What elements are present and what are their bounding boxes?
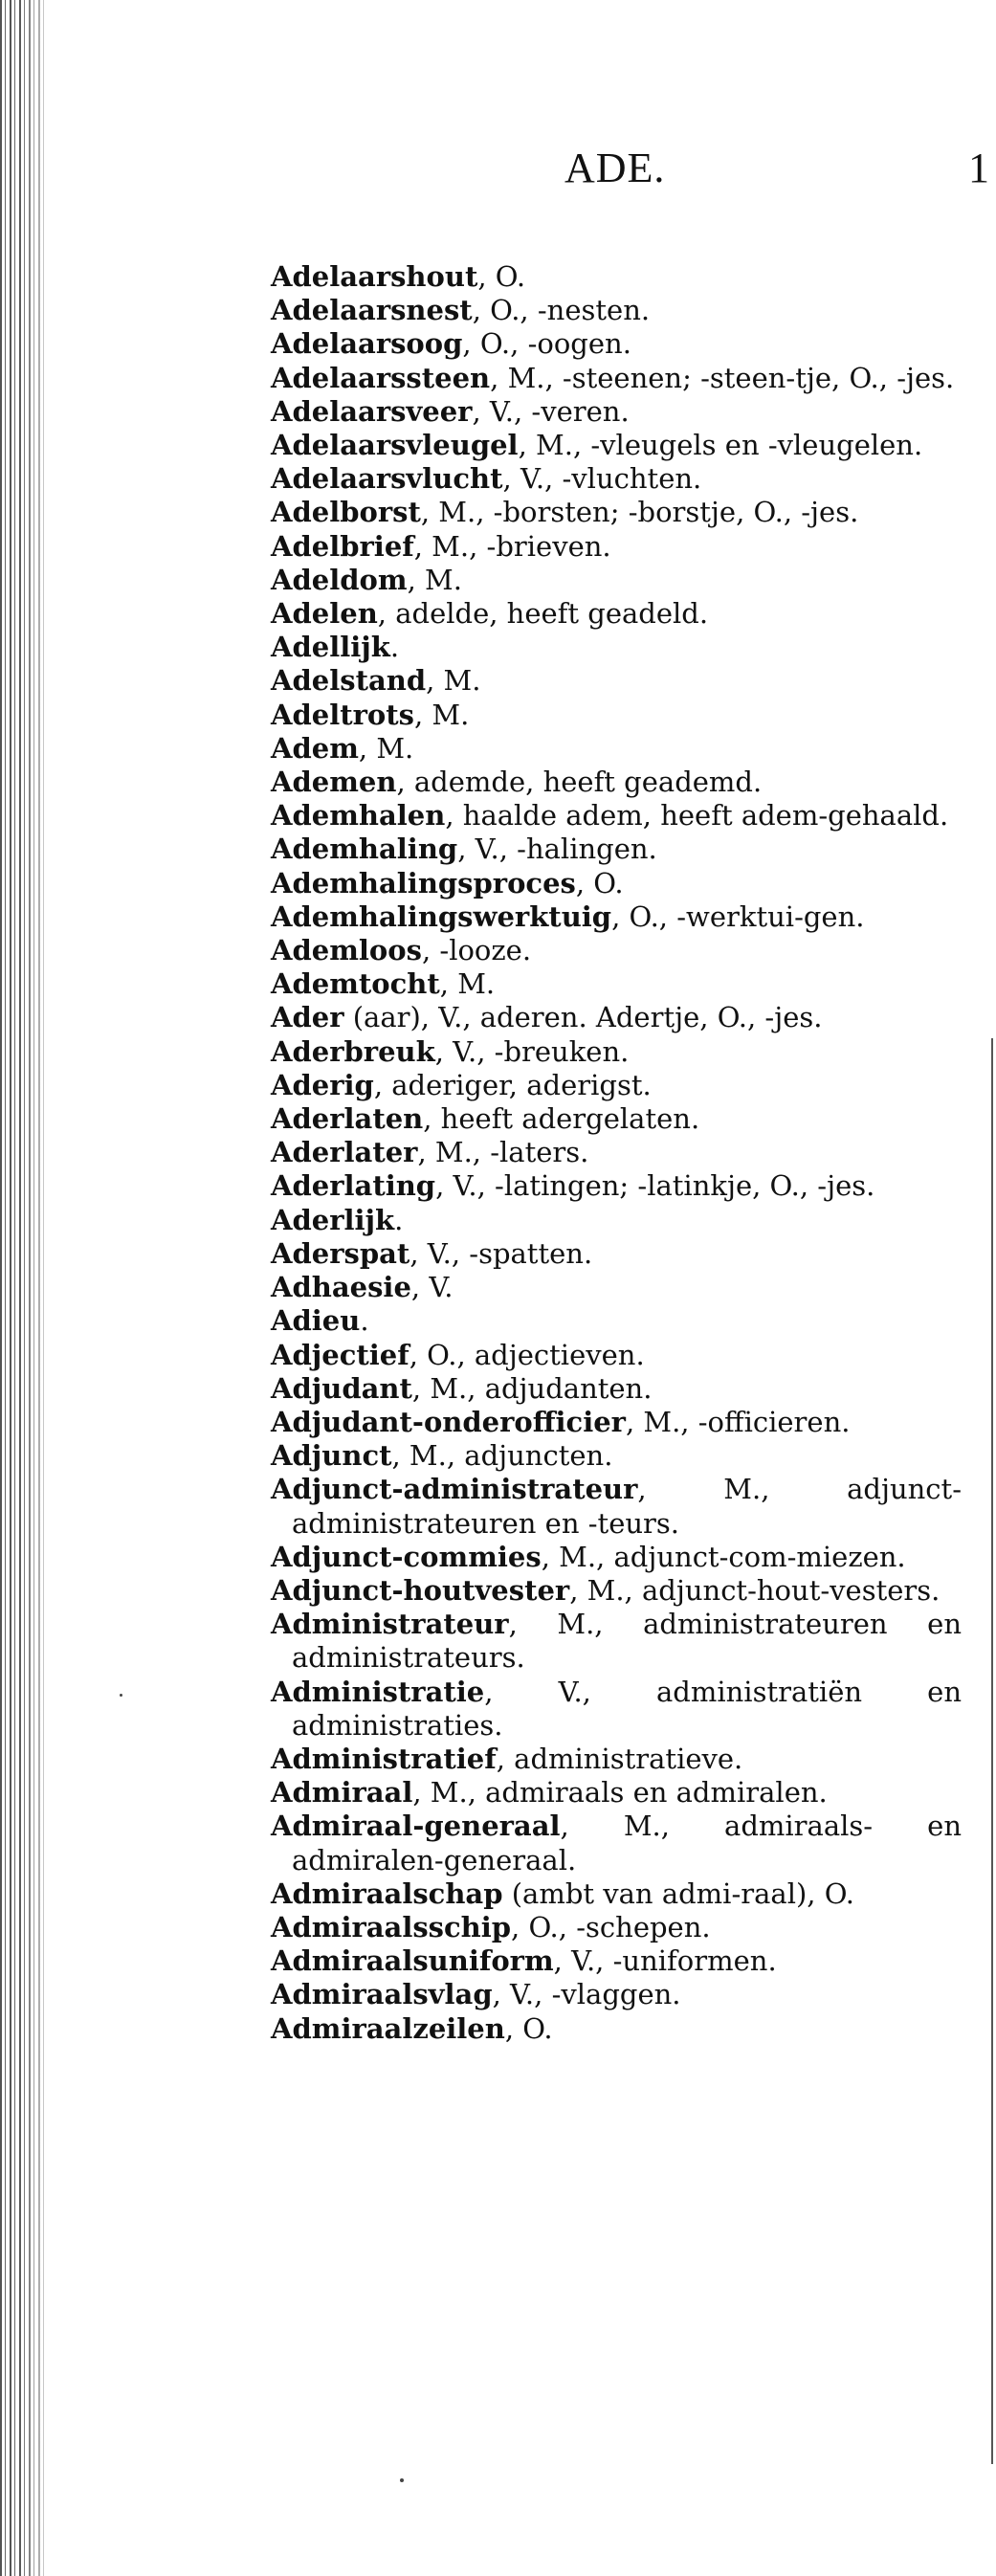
entry-headword: Adjunct-commies bbox=[271, 1540, 542, 1573]
dictionary-entry bbox=[271, 362, 962, 395]
entry-definition: , V., -spatten. bbox=[409, 1236, 593, 1270]
entry-headword: Adhaesie bbox=[271, 1271, 411, 1304]
entry-headword: Adelen bbox=[271, 597, 378, 631]
entry-headword: Adelbrief bbox=[271, 529, 414, 563]
dictionary-entry bbox=[271, 799, 962, 833]
entry-headword: Adem bbox=[271, 731, 359, 765]
entry-definition: , M., adjudanten. bbox=[411, 1371, 653, 1405]
dictionary-entry bbox=[271, 934, 962, 967]
dictionary-entry bbox=[271, 564, 962, 597]
entry-definition: , O. bbox=[477, 260, 526, 293]
dictionary-entry bbox=[271, 260, 962, 294]
running-head: ADE. bbox=[564, 144, 666, 191]
entry-definition: , M., adjunct-hout-vesters. bbox=[569, 1573, 941, 1607]
entry-headword: Ader bbox=[271, 1001, 344, 1034]
entry-definition: , M. bbox=[413, 698, 470, 731]
dictionary-entry bbox=[271, 1102, 962, 1136]
entry-definition: . bbox=[360, 1304, 369, 1338]
entry-headword: Admiraalzeilen bbox=[271, 2011, 505, 2045]
entry-headword: Aderbreuk bbox=[271, 1034, 435, 1068]
entry-headword: Aderlating bbox=[271, 1169, 436, 1203]
dictionary-entry bbox=[271, 631, 962, 664]
entry-definition: , V., -latingen; -latinkje, O., -jes. bbox=[435, 1169, 875, 1203]
entry-definition: , M., adjuncten. bbox=[391, 1439, 613, 1473]
entry-headword: Adjudant bbox=[271, 1371, 412, 1405]
entry-definition: , O. bbox=[504, 2011, 553, 2045]
dictionary-entry bbox=[271, 327, 962, 361]
dictionary-entry bbox=[271, 1035, 962, 1069]
entry-definition: , aderiger, aderigst. bbox=[373, 1068, 652, 1101]
dictionary-entry bbox=[271, 732, 962, 766]
dictionary-entry bbox=[271, 1574, 962, 1608]
dictionary-entry bbox=[271, 1473, 962, 1540]
page-number: 1 bbox=[968, 144, 989, 191]
entry-definition: , O. bbox=[575, 866, 624, 899]
entry-headword: Admiraal bbox=[271, 1776, 413, 1810]
dictionary-entry bbox=[271, 1676, 962, 1743]
dictionary-entry bbox=[271, 833, 962, 866]
entry-definition: , O., -oogen. bbox=[462, 327, 631, 361]
entry-definition: , V. bbox=[410, 1271, 454, 1304]
entry-headword: Ademloos bbox=[271, 934, 422, 967]
entry-headword: Ademtocht bbox=[271, 967, 440, 1001]
entry-definition: , M., adjunct-administrateuren en -teurs. bbox=[292, 1473, 962, 1540]
entry-definition: , O., -nesten. bbox=[472, 294, 651, 327]
dictionary-entry bbox=[271, 597, 962, 631]
dictionary-entry bbox=[271, 1911, 962, 1944]
entry-headword: Adelaarssteen bbox=[271, 361, 491, 394]
entry-headword: Adeltrots bbox=[271, 698, 414, 731]
dictionary-entry bbox=[271, 1541, 962, 1574]
entry-definition: , -looze. bbox=[421, 934, 532, 967]
entry-definition: , V., -vluchten. bbox=[502, 462, 702, 496]
entry-definition: , O., -schepen. bbox=[511, 1910, 711, 1943]
entry-headword: Administratie bbox=[271, 1675, 485, 1708]
dictionary-entry bbox=[271, 1339, 962, 1372]
entry-definition: , M., admiraals en admiralen. bbox=[412, 1776, 828, 1810]
entry-definition: , haalde adem, heeft adem-gehaald. bbox=[445, 799, 949, 833]
entry-headword: Adelaarsvlucht bbox=[271, 462, 503, 496]
dictionary-entry bbox=[271, 496, 962, 529]
entry-definition: (ambt van admi-raal), O. bbox=[502, 1876, 855, 1910]
entry-definition: , M., admiraals- en admiralen-generaal. bbox=[292, 1810, 962, 1876]
entry-definition: , administratieve. bbox=[496, 1742, 743, 1775]
entry-headword: Ademhalen bbox=[271, 799, 446, 833]
dictionary-entry bbox=[271, 1271, 962, 1304]
entry-headword: Adelaarsnest bbox=[271, 294, 473, 327]
entry-headword: Ademen bbox=[271, 766, 397, 799]
dictionary-entry bbox=[271, 462, 962, 496]
dictionary-entry bbox=[271, 1439, 962, 1473]
dictionary-entry bbox=[271, 1237, 962, 1271]
entry-headword: Adeldom bbox=[271, 563, 408, 596]
entry-headword: Adjunct-houtvester bbox=[271, 1573, 570, 1607]
page-header bbox=[0, 144, 996, 201]
dictionary-entry bbox=[271, 1001, 962, 1034]
entry-definition: , M., -officieren. bbox=[625, 1405, 851, 1438]
binding-shadow bbox=[19, 0, 57, 2576]
dictionary-entry bbox=[271, 429, 962, 462]
dictionary-entry bbox=[271, 530, 962, 564]
entry-definition: , M., -laters. bbox=[417, 1136, 589, 1169]
dictionary-entry bbox=[271, 1372, 962, 1406]
dictionary-entry bbox=[271, 1944, 962, 1978]
entry-definition: , O., -werktui-gen. bbox=[611, 899, 865, 933]
entry-definition: , M., administrateuren en administrateurs. bbox=[292, 1608, 962, 1675]
entry-headword: Administratief bbox=[271, 1742, 497, 1775]
entry-headword: Adjectief bbox=[271, 1338, 409, 1371]
entry-headword: Adelaarsoog bbox=[271, 327, 463, 361]
dictionary-entry-list bbox=[271, 260, 962, 2046]
entry-headword: Admiraalschap bbox=[271, 1876, 503, 1910]
dictionary-entry bbox=[271, 900, 962, 934]
entry-headword: Ademhaling bbox=[271, 833, 458, 866]
entry-definition: , adelde, heeft geadeld. bbox=[377, 597, 709, 631]
entry-headword: Ademhalingsproces bbox=[271, 866, 576, 899]
entry-definition: , M., -vleugels en -vleugelen. bbox=[518, 429, 923, 462]
entry-definition: , heeft adergelaten. bbox=[423, 1102, 700, 1136]
dictionary-entry bbox=[271, 699, 962, 732]
entry-headword: Adieu bbox=[271, 1304, 361, 1338]
entry-headword: Aderlijk bbox=[271, 1203, 395, 1236]
entry-definition: , M., -brieven. bbox=[413, 529, 611, 563]
dictionary-entry bbox=[271, 766, 962, 799]
entry-definition: , M., -steenen; -steen-tje, O., -jes. bbox=[490, 361, 955, 394]
entry-headword: Adjunct bbox=[271, 1439, 392, 1473]
entry-headword: Aderlaten bbox=[271, 1102, 424, 1136]
dictionary-entry bbox=[271, 1204, 962, 1237]
entry-headword: Adelaarsveer bbox=[271, 394, 473, 428]
entry-definition: . bbox=[389, 631, 400, 664]
entry-headword: Adjunct-administrateur bbox=[271, 1473, 638, 1506]
entry-headword: Adelaarshout bbox=[271, 260, 478, 293]
entry-headword: Adjudant-onderofficier bbox=[271, 1405, 626, 1438]
entry-headword: Adellijk bbox=[271, 631, 390, 664]
dictionary-entry bbox=[271, 1978, 962, 2011]
dictionary-entry bbox=[271, 294, 962, 327]
dictionary-entry bbox=[271, 1810, 962, 1876]
entry-headword: Adelstand bbox=[271, 664, 427, 698]
entry-definition: (aar), V., aderen. Adertje, O., -jes. bbox=[343, 1001, 823, 1034]
entry-definition: , O., adjectieven. bbox=[409, 1338, 645, 1371]
entry-definition: , V., -vlaggen. bbox=[492, 1978, 681, 2011]
entry-headword: Adelborst bbox=[271, 496, 421, 529]
entry-definition: , ademde, heeft geademd. bbox=[396, 766, 763, 799]
dictionary-entry bbox=[271, 395, 962, 429]
entry-headword: Ademhalingswerktuig bbox=[271, 899, 612, 933]
entry-headword: Admiraalsuniform bbox=[271, 1944, 554, 1978]
entry-headword: Admiraalsschip bbox=[271, 1910, 512, 1943]
dictionary-entry bbox=[271, 1169, 962, 1203]
entry-definition: , V., -halingen. bbox=[457, 833, 657, 866]
dictionary-entry bbox=[271, 664, 962, 698]
entry-definition: , M. bbox=[407, 563, 462, 596]
entry-headword: Aderlater bbox=[271, 1136, 418, 1169]
dictionary-entry bbox=[271, 967, 962, 1001]
dictionary-entry bbox=[271, 1877, 962, 1911]
dictionary-entry bbox=[271, 2012, 962, 2046]
entry-definition: , M. bbox=[439, 967, 496, 1001]
entry-definition: , M., -borsten; -borstje, O., -jes. bbox=[420, 496, 859, 529]
dictionary-entry bbox=[271, 1776, 962, 1810]
dictionary-entry bbox=[271, 1743, 962, 1776]
entry-definition: , M., adjunct-com-miezen. bbox=[541, 1540, 906, 1573]
entry-headword: Aderspat bbox=[271, 1236, 410, 1270]
entry-definition: , M. bbox=[426, 664, 481, 698]
entry-headword: Adelaarsvleugel bbox=[271, 429, 519, 462]
entry-headword: Aderig bbox=[271, 1068, 374, 1101]
print-speck bbox=[400, 2478, 404, 2482]
dictionary-entry bbox=[271, 1304, 962, 1338]
entry-headword: Administrateur bbox=[271, 1608, 509, 1641]
entry-definition: , V., -veren. bbox=[472, 394, 630, 428]
column-rule bbox=[991, 1038, 993, 2464]
dictionary-entry bbox=[271, 867, 962, 900]
entry-definition: . bbox=[394, 1203, 404, 1236]
entry-definition: , V., administratiën en administraties. bbox=[292, 1675, 962, 1742]
entry-definition: , M. bbox=[358, 731, 414, 765]
entry-headword: Admiraalsvlag bbox=[271, 1978, 493, 2011]
entry-definition: , V., -uniformen. bbox=[553, 1944, 777, 1978]
print-speck bbox=[120, 1694, 122, 1697]
dictionary-entry bbox=[271, 1406, 962, 1439]
entry-headword: Admiraal-generaal bbox=[271, 1810, 561, 1843]
dictionary-entry bbox=[271, 1136, 962, 1169]
dictionary-entry bbox=[271, 1069, 962, 1102]
dictionary-entry bbox=[271, 1608, 962, 1675]
entry-definition: , V., -breuken. bbox=[434, 1034, 630, 1068]
